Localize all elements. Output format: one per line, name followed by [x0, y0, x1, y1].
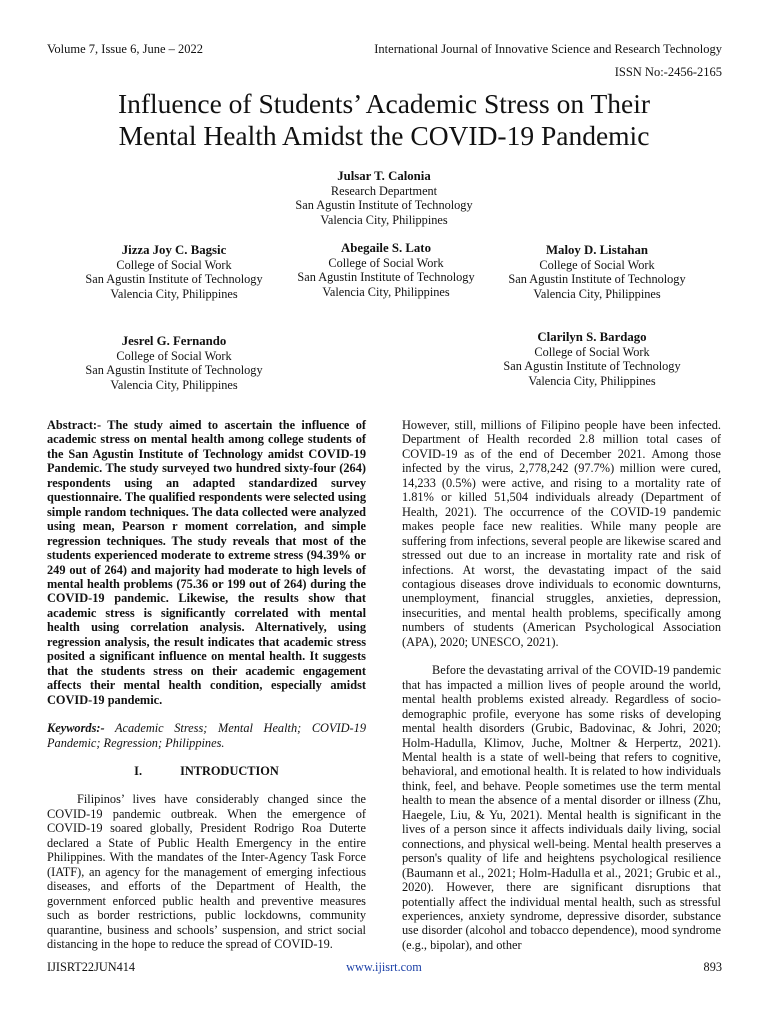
- author-department: Research Department: [330, 183, 438, 198]
- body-paragraph: Before the devastating arrival of the COVID-19 pandemic that has impacted a million lives of people around the world, mental health problems existed already. Regardless of socio-demographic profile, everyone has some risks of developing mental health disorders (Grubic, Badovinac, & Johri, 2020; Holm-Hadulla, Klimov, Juche, Moltner & Herpertz, 2021). Mental health is a state of well-being that refers to cognitive, behavioral, and emotional health. It is related to how individuals think, feel, and behave. People sometimes use the term mental health to mean the absence of a mental disorder or illness (Zhu, Haegele, Liu, & Yu, 2021). Mental health is significant in the lives of a person since it affects individuals daily living, social connections, and physical well-being. Mental health preserves a person's quality of life and heightens psychological resilience (Baumann et al., 2021; Holm-Hadulla et al., 2021; Grubic et al., 2020). However, there are significant disruptions that potentially affect the individual mental health, such as stressful experiences, anxiety syndrome, depressive disorder, substance use disorder (alcohol and tobacco dependence), mood syndrome (e.g., bipolar), and other: [402, 663, 721, 952]
- author-name: Julsar T. Calonia: [337, 169, 431, 183]
- paper-title: [20, 88, 748, 152]
- author-block: [24, 334, 324, 392]
- author-block: [234, 169, 534, 227]
- author-institution: San Agustin Institute of Technology: [503, 359, 681, 373]
- author-location: Valencia City, Philippines: [533, 286, 661, 301]
- author-location: Valencia City, Philippines: [110, 286, 238, 301]
- author-department: College of Social Work: [116, 257, 232, 272]
- keywords-label: Keywords:-: [47, 721, 105, 736]
- section-heading: [47, 764, 366, 778]
- paper-id: IJISRT22JUN414: [47, 960, 136, 974]
- section-title: INTRODUCTION: [180, 763, 279, 778]
- author-institution: San Agustin Institute of Technology: [85, 272, 263, 286]
- author-name: Clarilyn S. Bardago: [537, 330, 647, 344]
- author-location: Valencia City, Philippines: [322, 284, 450, 299]
- left-column: [47, 418, 366, 951]
- author-location: Valencia City, Philippines: [110, 377, 238, 392]
- journal-website-link[interactable]: www.ijisrt.com: [346, 960, 422, 974]
- author-name: Jizza Joy C. Bagsic: [121, 243, 227, 257]
- author-block: [447, 243, 747, 301]
- author-department: College of Social Work: [328, 255, 444, 270]
- author-institution: San Agustin Institute of Technology: [295, 198, 473, 212]
- author-institution: San Agustin Institute of Technology: [85, 363, 263, 377]
- author-department: College of Social Work: [539, 257, 655, 272]
- keywords: [47, 721, 366, 750]
- paper-title-line1: Influence of Students’ Academic Stress on Their: [117, 88, 651, 119]
- author-institution: San Agustin Institute of Technology: [297, 270, 475, 284]
- author-name: Jesrel G. Fernando: [121, 334, 227, 348]
- right-column: [402, 418, 721, 952]
- author-department: College of Social Work: [534, 344, 650, 359]
- journal-issn: ISSN No:-2456-2165: [614, 65, 722, 79]
- paper-title-line2: Mental Health Amidst the COVID-19 Pandemic: [118, 120, 650, 151]
- journal-name: International Journal of Innovative Science and Research Technology: [374, 42, 722, 56]
- author-name: Abegaile S. Lato: [341, 241, 431, 255]
- page-number: 893: [703, 960, 722, 974]
- author-department: College of Social Work: [116, 348, 232, 363]
- author-block: [442, 330, 742, 388]
- section-number: I.: [134, 763, 143, 778]
- body-paragraph: However, still, millions of Filipino people have been infected. Department of Health recorded 2.8 million total cases of COVID-19 as of the end of December 2021. Among those infected by the virus, 2,778,242 (97.7%) million were cured, 14,233 (0.5%) were active, and rising to a mortality rate of 1.81% or killed 51,504 individuals already (Department of Health, 2021). The occurrence of the COVID-19 pandemic makes people face new realities. While many people are suffering from infections, several people are likewise scared and stressed out due to an increase in mortality rate and risk of infections. At worst, the devastating impact of the said contagious diseases drove individuals to economic downturns, unemployment, financial struggles, anxieties, depression, insecurities, and mental health problems, specifically among numbers of students (American Psychological Association (APA), 2020; UNESCO, 2021).: [402, 418, 721, 649]
- author-institution: San Agustin Institute of Technology: [508, 272, 686, 286]
- intro-paragraph: Filipinos’ lives have considerably changed since the COVID-19 pandemic outbreak. When the emergence of COVID-19 soared globally, President Rodrigo Roa Duterte declared a State of Public Health Emergency in the entire Philippines. With the mandates of the Inter-Agency Task Force (IATF), an agency for the management of emerging infectious diseases, and efforts of the Department of Health, the government enforced public health and preventive measures such as border restrictions, public lockdowns, community quarantine, business and schools’ suspension, and strict social distancing in the hope to reduce the spread of COVID-19.: [47, 792, 366, 951]
- journal-volume: Volume 7, Issue 6, June – 2022: [47, 42, 204, 56]
- abstract: Abstract:- The study aimed to ascertain the influence of academic stress on mental health among college students of the San Agustin Institute of Technology amidst COVID-19 Pandemic. The study surveyed two hundred sixty-four (264) respondents using an adapted standardized survey questionnaire. The qualified respondents were selected using simple random techniques. The data collected were analyzed using mean, Pearson r moment correlation, and simple regression techniques. The study reveals that most of the students experienced moderate to extreme stress (94.39% or 249 out of 264) and majority had moderate to high levels of mental health problems (75.36 or 199 out of 264) during the COVID-19 pandemic. Likewise, the results show that academic stress is significantly correlated with mental health using correlation analysis. Alternatively, using regression analysis, the result indicates that academic stress posited a significant influence on mental health. It suggests that the students stress on their academic engagement affects their mental health condition, especially amidst COVID-19 pandemic.: [47, 418, 366, 707]
- author-location: Valencia City, Philippines: [528, 373, 656, 388]
- author-location: Valencia City, Philippines: [320, 212, 448, 227]
- keywords-text: Academic Stress; Mental Health; COVID-19 Pandemic; Regression; Philippines.: [47, 721, 366, 750]
- author-name: Maloy D. Listahan: [545, 243, 649, 257]
